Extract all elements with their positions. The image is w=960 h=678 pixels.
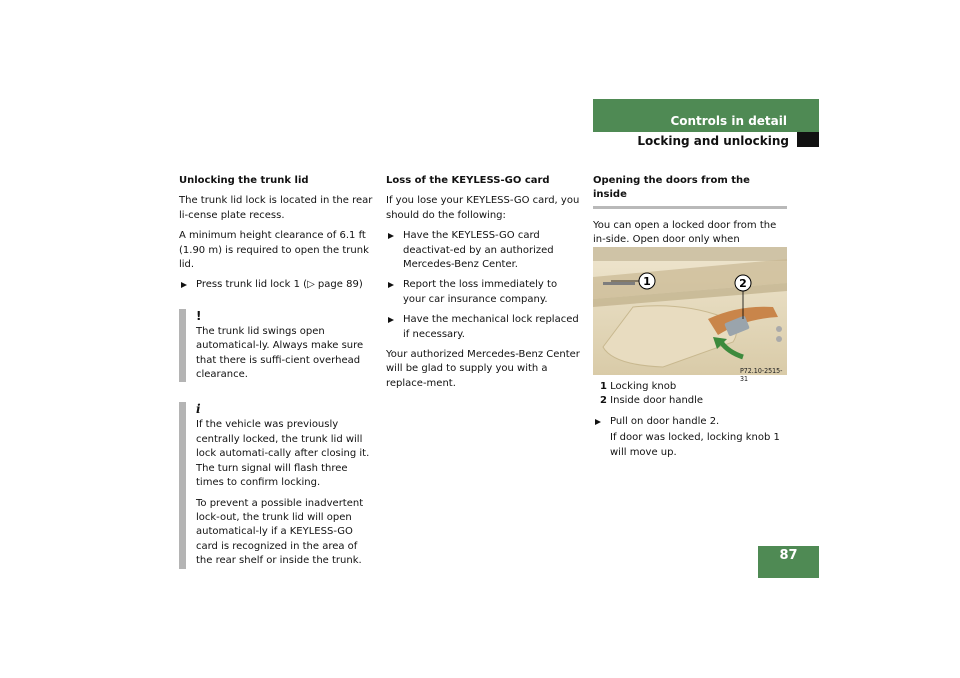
bullet-item: [386, 229, 581, 272]
info-note: [179, 402, 374, 568]
warning-text: The trunk lid swings open automatical-ly. Always make sure that there is suffi-cient overhead clearance.: [196, 325, 364, 381]
legend-text: Locking knob: [610, 381, 677, 392]
bullet-text: Have the KEYLESS-GO card deactivat-ed by an authorized Mercedes-Benz Center.: [403, 230, 554, 271]
bullet-continuation: If door was locked, locking knob 1 will move up.: [610, 432, 780, 458]
column-middle: [386, 174, 581, 397]
legend-text: Inside door handle: [610, 395, 704, 407]
bullet-text: Report the loss immediately to your car insurance company.: [403, 279, 558, 305]
heading-loss-keyless: Loss of the KEYLESS-GO card: [386, 175, 550, 186]
info-text: If the vehicle was previously centrally locked, the trunk lid will lock automati-cally after closing it. The turn signal will flash three times to confirm locking.: [196, 419, 370, 489]
bullet-item: [386, 278, 581, 307]
info-text: To prevent a possible inadvertent lock-out, the trunk lid will open automatical-ly if a KEYLESS-GO card is recognized in the area of the rear shelf or inside the trunk.: [196, 497, 364, 567]
header-section-bar: [593, 99, 819, 132]
bullet-text: Have the mechanical lock replaced if necessary.: [403, 314, 579, 340]
paragraph: You can open a locked door from the in-side. Open door only when: [593, 219, 777, 246]
locking-knob-graphic: [603, 282, 635, 285]
warning-note: [179, 309, 374, 383]
column-right-lower: [593, 380, 787, 460]
heading-unlocking-trunk: Unlocking the trunk lid: [179, 175, 309, 186]
legend-item: [593, 380, 787, 394]
legend-item: [593, 394, 787, 408]
paragraph: If you lose your KEYLESS-GO card, you should do the following:: [386, 195, 580, 221]
bullet-triangle-icon: [388, 233, 394, 239]
bullet-text: Pull on door handle 2.: [610, 415, 720, 427]
note-bar: [179, 402, 186, 568]
paragraph: Your authorized Mercedes-Benz Center will be glad to supply you with a replace-ment.: [386, 349, 580, 389]
bullet-text: Press trunk lid lock 1 (▷ page 89): [196, 279, 363, 291]
warning-icon: !: [196, 308, 202, 323]
bullet-triangle-icon: [595, 419, 601, 425]
header-black-marker: [797, 132, 819, 147]
callout-2: 2: [739, 277, 747, 290]
page-number: 87: [758, 546, 819, 578]
bullet-item: [386, 313, 581, 342]
callout-1: 1: [643, 275, 651, 288]
figure-id: P72.10-2515-31: [740, 367, 783, 383]
heading-opening-doors: Opening the doors from the inside: [593, 174, 787, 209]
bullet-item: [593, 415, 787, 429]
paragraph: The trunk lid lock is located in the rear li-cense plate recess.: [179, 195, 373, 221]
header-subsection-title: Locking and unlocking: [637, 134, 789, 148]
legend-number: 2: [600, 395, 607, 407]
info-icon: i: [196, 402, 201, 417]
door-illustration-svg: [593, 247, 787, 375]
column-left: [179, 174, 374, 575]
legend-number: 1: [600, 381, 607, 392]
header-section-title: Controls in detail: [670, 114, 787, 128]
door-interior-illustration: [593, 247, 787, 383]
bullet-triangle-icon: [388, 317, 394, 323]
paragraph: A minimum height clearance of 6.1 ft (1.90 m) is required to open the trunk lid.: [179, 230, 369, 271]
note-bar: [179, 309, 186, 383]
bullet-triangle-icon: [181, 282, 187, 288]
bullet-item: [179, 278, 374, 292]
bullet-triangle-icon: [388, 282, 394, 288]
